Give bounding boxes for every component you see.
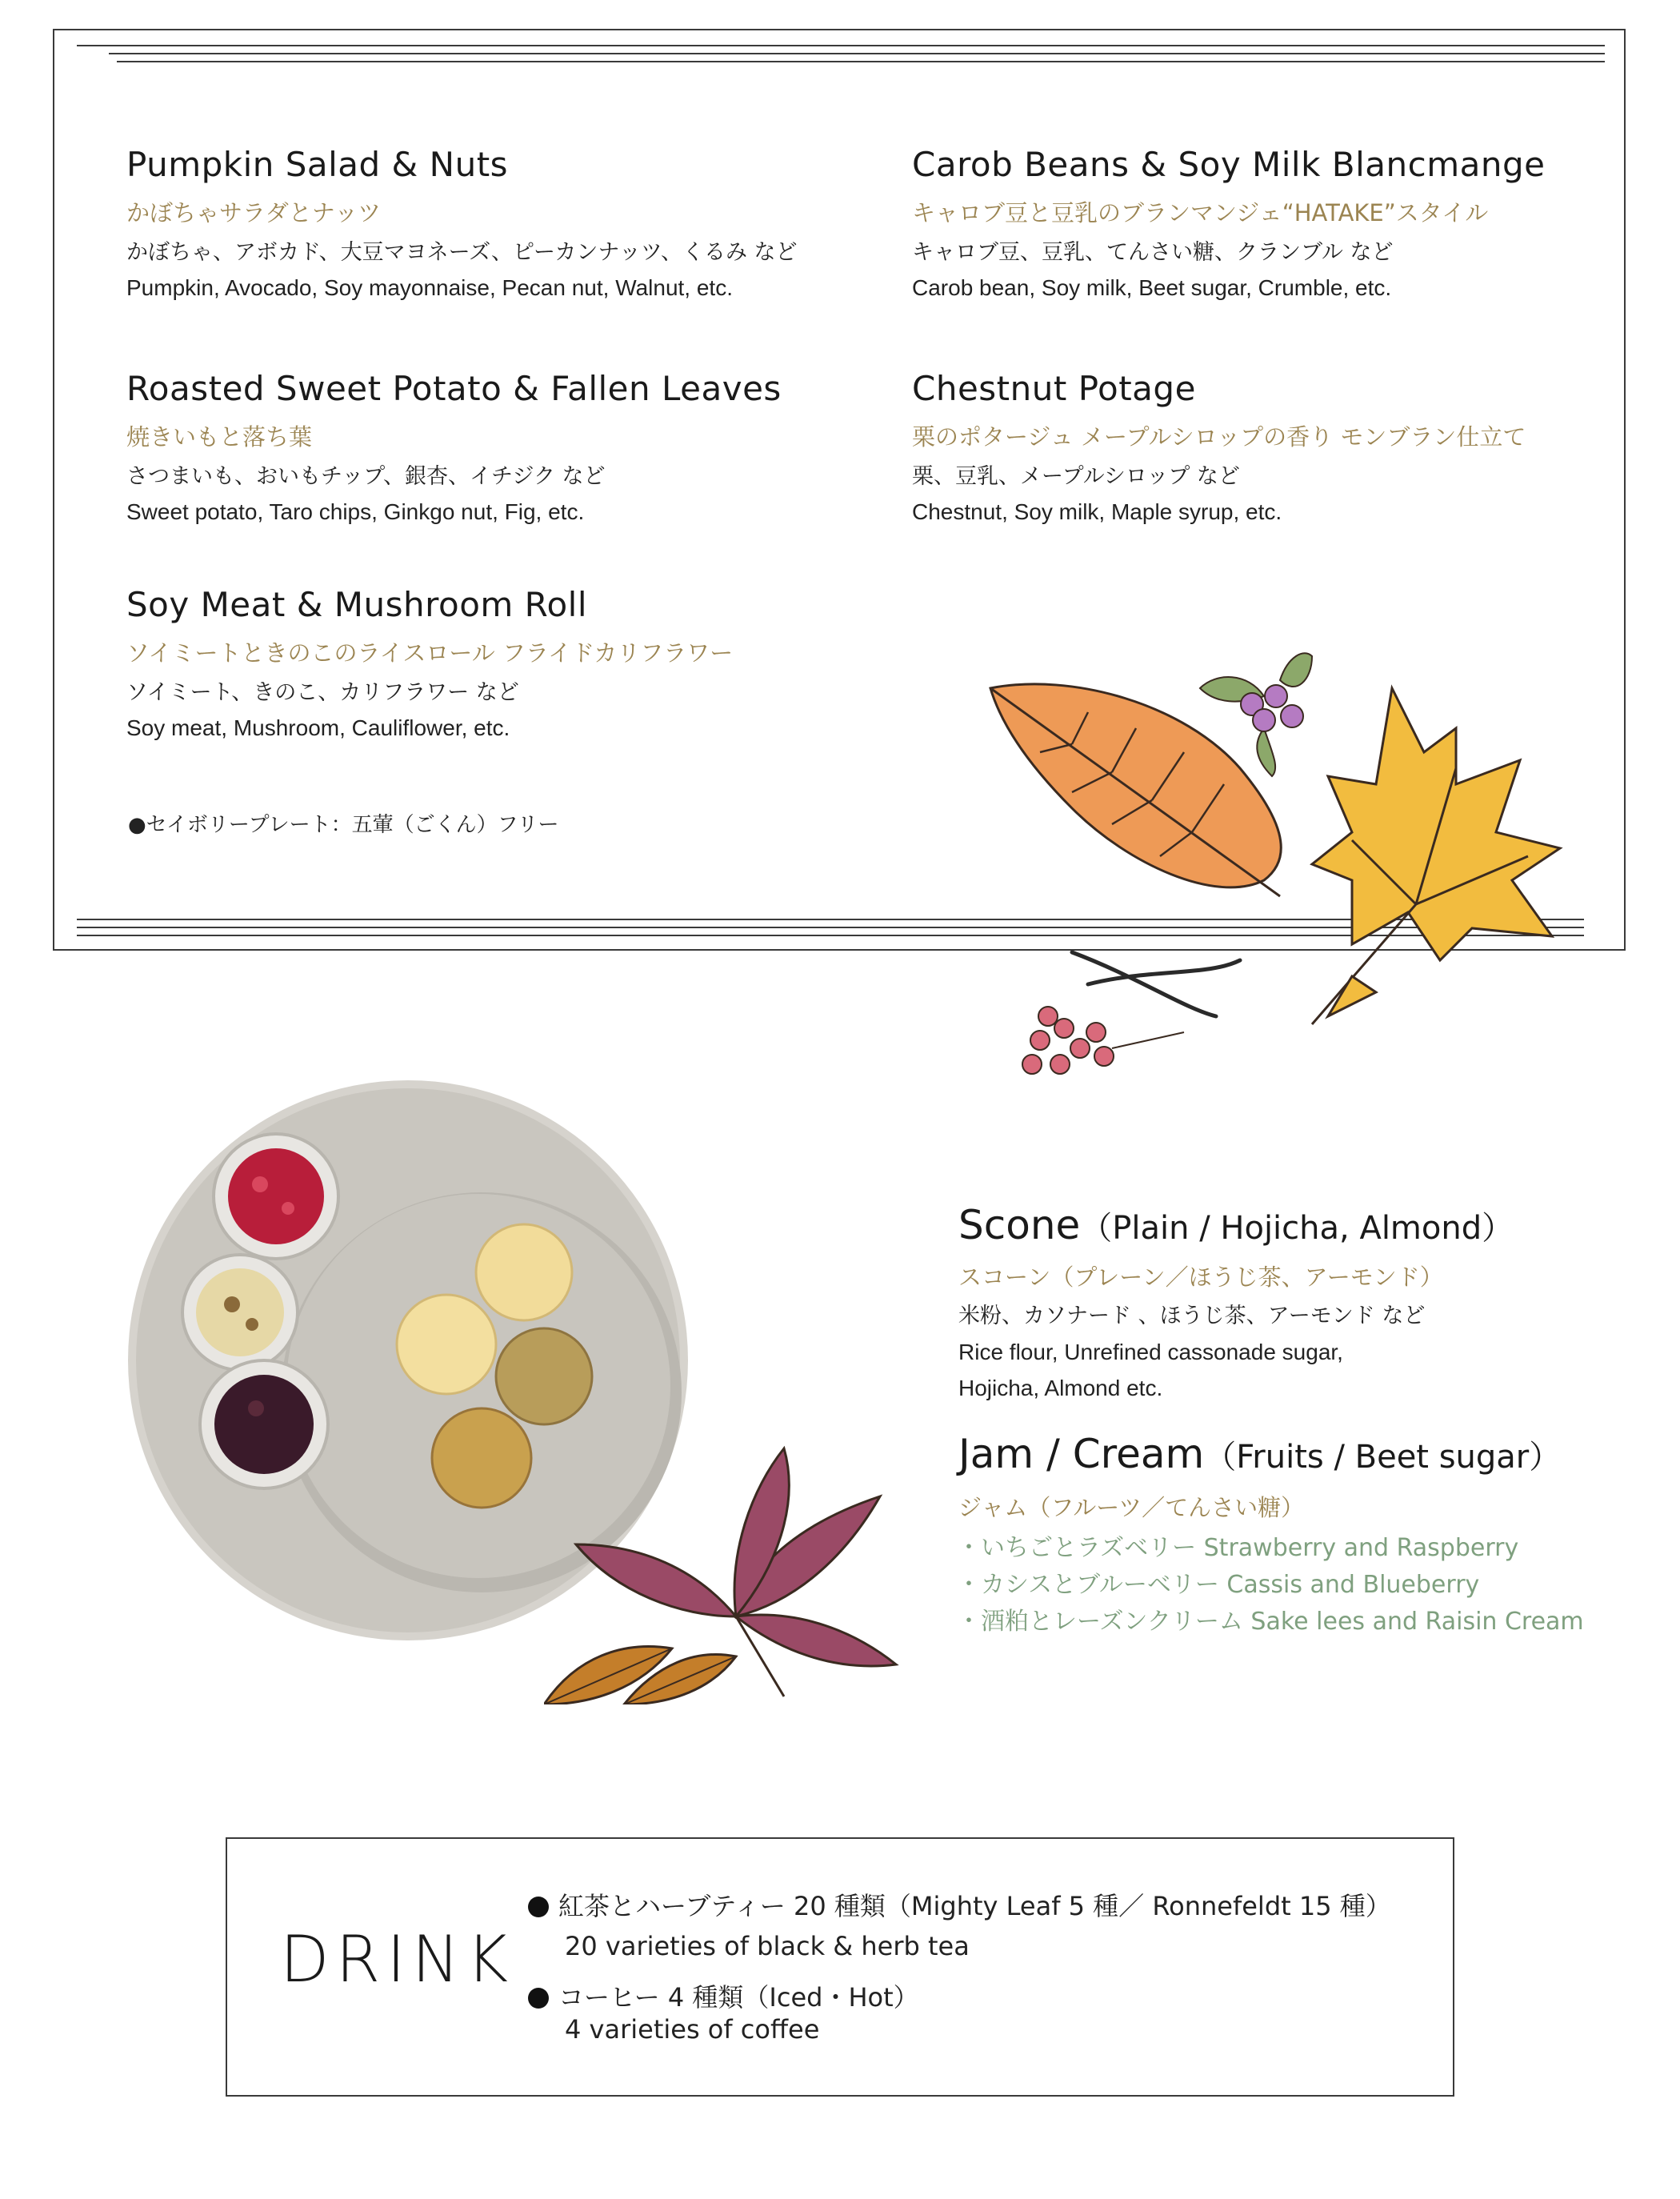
- top-rule-2: [109, 53, 1605, 54]
- jam-list: [957, 1530, 1584, 1640]
- item-ingredients-en: Sweet potato, Taro chips, Ginkgo nut, Fig, etc.: [126, 499, 585, 524]
- drink-title: DRINK: [280, 1922, 515, 1997]
- drink-coffee-jp-text: コーヒー 4 種類（Iced・Hot）: [558, 1982, 919, 2013]
- top-rule-1: [77, 45, 1605, 46]
- drink-coffee-jp: [528, 1981, 919, 2013]
- item-ingredients-en: Pumpkin, Avocado, Soy mayonnaise, Pecan nut, Walnut, etc.: [126, 275, 733, 300]
- drink-tea-en: 20 varieties of black & herb tea: [565, 1931, 970, 1961]
- item-title: Roasted Sweet Potato & Fallen Leaves: [126, 369, 782, 408]
- menu-item-sweet-potato: [126, 368, 782, 527]
- item-title-jp: 焼きいもと落ち葉: [126, 423, 313, 451]
- leaf-illustration-bottom: [544, 1440, 992, 1704]
- item-title-jp: ソイミートときのこのライスロール フライドカリフラワー: [126, 639, 734, 667]
- item-title: Carob Beans & Soy Milk Blancmange: [912, 145, 1546, 184]
- jam-title: [958, 1431, 1561, 1477]
- item-ingredients-en: Chestnut, Soy milk, Maple syrup, etc.: [912, 499, 1282, 524]
- scone-ingredient-line: Rice flour, Unrefined cassonade sugar,: [958, 1340, 1343, 1364]
- item-title-jp: 栗のポタージュ メープルシロップの香り モンブラン仕立て: [912, 423, 1526, 451]
- drink-tea-jp: [528, 1890, 1391, 1922]
- item-title-jp: かぼちゃサラダとナッツ: [126, 199, 382, 226]
- bullet-icon: [528, 1988, 549, 2009]
- savory-note: ●セイボリープレート：五葷（ごくん）フリー: [128, 813, 559, 837]
- menu-item-soy-meat: [126, 584, 733, 743]
- item-ingredients-jp: さつまいも、おいもチップ、銀杏、イチジク など: [126, 464, 606, 489]
- scone-ingredients: [958, 1298, 1425, 1406]
- item-ingredients-en: Soy meat, Mushroom, Cauliflower, etc.: [126, 715, 510, 740]
- drink-coffee-en: 4 varieties of coffee: [565, 2014, 820, 2045]
- menu-item-chestnut: [912, 368, 1526, 527]
- jam-title-main: Jam / Cream: [958, 1431, 1205, 1477]
- scone-ingredient-line: Hojicha, Almond etc.: [958, 1376, 1163, 1400]
- item-title: Soy Meat & Mushroom Roll: [126, 585, 587, 624]
- scone-title: [958, 1202, 1514, 1248]
- scone-title-jp: スコーン（プレーン／ほうじ茶、アーモンド）: [958, 1264, 1443, 1291]
- scone-title-sub: （Plain / Hojicha, Almond）: [1080, 1210, 1514, 1247]
- drink-tea-jp-text: 紅茶とハーブティー 20 種類（Mighty Leaf 5 種／ Ronnefeldt 15 種）: [558, 1891, 1391, 1921]
- autumn-leaves-illustration: [976, 640, 1584, 1088]
- menu-item-carob: [912, 144, 1545, 302]
- menu-item-pumpkin: [126, 144, 798, 302]
- jam-list-item: ・カシスとブルーベリー Cassis and Blueberry: [957, 1571, 1480, 1599]
- item-title: Pumpkin Salad & Nuts: [126, 145, 509, 184]
- jam-list-item: ・酒粕とレーズンクリーム Sake lees and Raisin Cream: [957, 1608, 1584, 1636]
- item-ingredients-en: Carob bean, Soy milk, Beet sugar, Crumble, etc.: [912, 275, 1392, 300]
- jam-title-sub: （Fruits / Beet sugar）: [1204, 1439, 1562, 1476]
- item-ingredients-jp: 栗、豆乳、メープルシロップ など: [912, 464, 1240, 489]
- scone-title-main: Scone: [958, 1202, 1081, 1248]
- scone-ingredient-line: 米粉、カソナード 、ほうじ茶、アーモンド など: [958, 1304, 1426, 1328]
- jam-list-item: ・いちごとラズベリー Strawberry and Raspberry: [957, 1534, 1519, 1562]
- item-title-jp: キャロブ豆と豆乳のブランマンジェ“HATAKE”スタイル: [912, 199, 1489, 226]
- item-title: Chestnut Potage: [912, 369, 1196, 408]
- item-ingredients-jp: キャロブ豆、豆乳、てんさい糖、クランブル など: [912, 240, 1394, 265]
- item-ingredients-jp: かぼちゃ、アボカド、大豆マヨネーズ、ピーカンナッツ、くるみ など: [126, 240, 798, 265]
- bullet-icon: [528, 1897, 549, 1917]
- jam-title-jp: ジャム（フルーツ／てんさい糖）: [958, 1494, 1305, 1521]
- top-rule-3: [117, 61, 1605, 62]
- item-ingredients-jp: ソイミート、きのこ、カリフラワー など: [126, 680, 519, 705]
